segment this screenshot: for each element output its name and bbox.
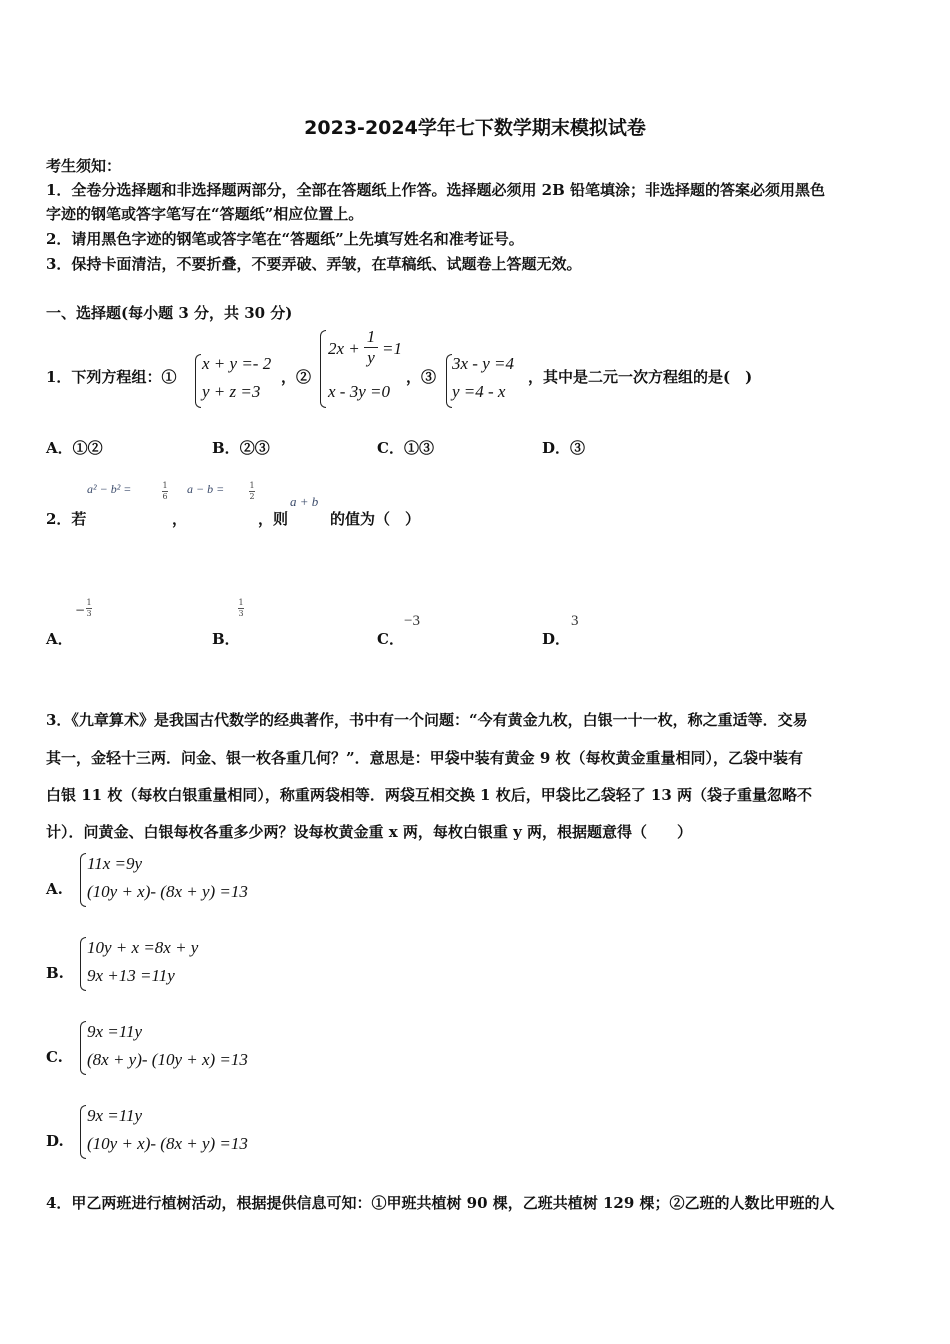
q2-expr-2-num: 1 <box>249 481 255 490</box>
q2-suffix: 的值为（ ） <box>330 510 421 528</box>
q2-prefix: 2．若 <box>46 510 87 528</box>
page-title: 2023-2024学年七下数学期末模拟试卷 <box>304 117 646 139</box>
q1-option-a[interactable] <box>46 437 103 458</box>
q2-option-d-value: 3 <box>571 613 579 629</box>
q2-target-expr: a + b <box>290 494 319 509</box>
notice-heading: 考生须知： <box>46 157 122 175</box>
q3-option-a-eq1: 11x =9y <box>87 854 143 873</box>
q2-option-a-sign: − <box>75 603 86 617</box>
q1-sys1-eq1: x + y =- 2 <box>202 354 272 373</box>
q1-sys1-brace <box>195 354 201 408</box>
q3-option-c[interactable] <box>46 1048 63 1066</box>
q2-expr-1: a² − b² = <box>87 482 132 496</box>
q1-sys2-frac-num: 1 <box>364 327 378 348</box>
q1-prefix: 1．下列方程组：① <box>46 368 177 386</box>
q3-option-b-brace <box>80 937 86 991</box>
q4-line-1: 4．甲乙两班进行植树活动，根据提供信息可知：①甲班共植树 90 棵，乙班共植树 129 棵；②乙班的人数比甲班的人 <box>46 1194 835 1212</box>
q1-option-d-text: ③ <box>570 439 586 457</box>
q2-expr-1-den: 6 <box>162 492 168 501</box>
q1-sys1-eq2: y + z =3 <box>202 382 261 401</box>
q2-expr-1-fraction <box>162 481 168 502</box>
q1-option-b-label: B． <box>212 439 240 457</box>
q3-option-d-brace <box>80 1105 86 1159</box>
q1-option-d-label: D． <box>542 439 571 457</box>
q1-option-a-text: ①② <box>72 439 103 457</box>
q2-option-b-label: B． <box>212 630 240 648</box>
q3-line-3: 白银 11 枚（每枚白银重量相同），称重两袋相等．两袋互相交换 1 枚后，甲袋比乙袋轻了 13 两（袋子重量忽略不 <box>46 786 813 804</box>
q2-option-b-den: 3 <box>238 609 244 618</box>
q1-option-c[interactable] <box>377 437 434 458</box>
q2-option-c[interactable] <box>377 628 404 649</box>
q3-option-d-eq1: 9x =11y <box>87 1106 143 1125</box>
q1-suffix: ，其中是二元一次方程组的是( ) <box>528 368 753 386</box>
q2-option-a-den: 3 <box>86 609 92 618</box>
q3-option-a-brace <box>80 853 86 907</box>
q1-sys2-eq2: x - 3y =0 <box>328 382 390 401</box>
q3-option-a[interactable] <box>46 880 63 898</box>
q3-option-d[interactable] <box>46 1132 64 1150</box>
q3-option-c-eq2: (8x + y)- (10y + x) =13 <box>87 1050 248 1069</box>
q2-option-b-num: 1 <box>238 598 244 607</box>
q3-option-d-label: D. <box>46 1132 64 1150</box>
q3-line-4: 计）．问黄金、白银每枚各重多少两？设每枚黄金重 x 两，每枚白银重 y 两，根据题意得（ ） <box>46 823 693 841</box>
q2-option-a-label: A． <box>46 630 73 648</box>
notice-line-1b: 字迹的钢笔或答字笔写在“答题纸”相应位置上。 <box>46 205 364 223</box>
q1-option-c-label: C． <box>377 439 404 457</box>
q2-option-d[interactable] <box>542 628 570 649</box>
q2-expr-2: a − b = <box>187 482 225 496</box>
q1-option-d[interactable] <box>542 437 585 458</box>
q3-option-b[interactable] <box>46 964 64 982</box>
q2-option-a-num: 1 <box>86 598 92 607</box>
q3-line-2: 其一，金轻十三两．问金、银一枚各重几何？”．意思是：甲袋中装有黄金 9 枚（每枚黄金重量相同），乙袋中装有 <box>46 749 804 767</box>
section-heading: 一、选择题(每小题 3 分，共 30 分) <box>46 304 293 322</box>
q1-sys3-eq2: y =4 - x <box>452 382 506 401</box>
q1-sys3-eq1: 3x - y =4 <box>452 354 514 373</box>
q3-option-a-label: A. <box>46 880 63 898</box>
notice-line-2: 2．请用黑色字迹的钢笔或答字笔在“答题纸”上先填写姓名和准考证号。 <box>46 230 524 248</box>
q3-option-b-label: B. <box>46 964 64 982</box>
q2-option-a[interactable] <box>46 628 73 649</box>
q2-option-d-label: D． <box>542 630 571 648</box>
q1-option-b-text: ②③ <box>239 439 270 457</box>
q3-option-d-eq2: (10y + x)- (8x + y) =13 <box>87 1134 248 1153</box>
q1-sep-3: ，③ <box>406 368 437 386</box>
q1-sys2-fraction <box>364 327 378 368</box>
q3-line-1: 3．《九章算术》是我国古代数学的经典著作，书中有一个问题：“今有黄金九枚，白银一十一枚，称之重适等．交易 <box>46 711 808 729</box>
q1-option-a-label: A． <box>46 439 73 457</box>
q3-option-c-eq1: 9x =11y <box>87 1022 143 1041</box>
q1-option-c-text: ①③ <box>403 439 434 457</box>
q3-option-c-label: C. <box>46 1048 63 1066</box>
q2-option-b-fraction <box>238 598 244 619</box>
q2-expr-1-num: 1 <box>162 481 168 490</box>
q1-sys2-frac-den: y <box>367 348 375 367</box>
q2-option-b[interactable] <box>212 628 240 649</box>
q2-then: ，则 <box>258 510 289 528</box>
q2-expr-2-den: 2 <box>249 492 255 501</box>
q2-option-c-value: −3 <box>404 613 420 629</box>
q1-sys2-top-a: 2x + <box>328 339 360 358</box>
q2-option-c-label: C． <box>377 630 404 648</box>
q1-sys2-top-b: =1 <box>382 339 402 358</box>
notice-line-3: 3．保持卡面清洁，不要折叠，不要弄破、弄皱，在草稿纸、试题卷上答题无效。 <box>46 255 582 273</box>
q3-option-b-eq2: 9x +13 =11y <box>87 966 175 985</box>
q1-option-b[interactable] <box>212 437 270 458</box>
q3-option-c-brace <box>80 1021 86 1075</box>
q1-sys2-brace <box>320 330 326 408</box>
q3-option-b-eq1: 10y + x =8x + y <box>87 938 199 957</box>
q2-expr-2-fraction <box>249 481 255 502</box>
q1-sep-2: ，② <box>281 368 312 386</box>
q3-option-a-eq2: (10y + x)- (8x + y) =13 <box>87 882 248 901</box>
notice-line-1a: 1．全卷分选择题和非选择题两部分，全部在答题纸上作答。选择题必须用 2B 铅笔填涂；非选择题的答案必须用黑色 <box>46 181 826 199</box>
q2-comma: ， <box>172 510 188 528</box>
q2-option-a-fraction <box>86 598 92 619</box>
